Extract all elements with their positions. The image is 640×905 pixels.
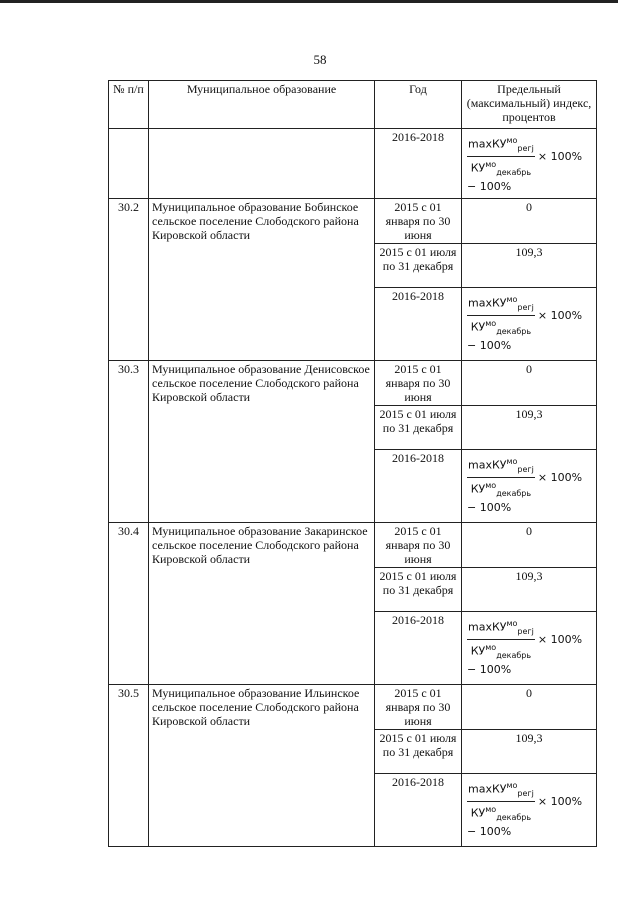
denominator-sup: мо: [485, 804, 497, 814]
formula-numerator: [467, 134, 535, 157]
table-row: [109, 199, 597, 244]
numerator-sub: регj: [517, 788, 534, 798]
header-municipality: Муниципальное образование: [149, 81, 375, 129]
denominator-sub: декабрь: [496, 167, 532, 177]
table-header-row: [109, 81, 597, 129]
table-row: [109, 361, 597, 406]
numerator-sub: регj: [517, 464, 534, 474]
formula-times: × 100%: [537, 632, 583, 646]
row-municipality: Муниципальное образование Денисовское сельское поселение Слободского района Кировской области: [149, 361, 375, 523]
period-year: 2015 с 01 января по 30 июня: [375, 523, 462, 568]
formula-numerator: [467, 617, 535, 640]
formula-fraction: [467, 455, 535, 500]
formula-denominator: [467, 316, 535, 338]
formula: [465, 130, 593, 193]
formula-denominator: [467, 478, 535, 500]
row-municipality: Муниципальное образование Закаринское сельское поселение Слободского района Кировской области: [149, 523, 375, 685]
denominator-sub: декабрь: [496, 488, 532, 498]
row-num: 30.3: [109, 361, 149, 523]
index-value: 0: [462, 199, 597, 244]
index-value: 109,3: [462, 568, 597, 612]
denominator-base: КУ: [470, 161, 486, 175]
formula-minus: − 100%: [467, 338, 512, 352]
formula: [465, 775, 593, 838]
index-value: 109,3: [462, 730, 597, 774]
numerator-sup: мо: [506, 619, 518, 628]
formula-fraction: [467, 617, 535, 662]
formula-denominator: [467, 640, 535, 662]
index-value: 109,3: [462, 244, 597, 288]
formula-numerator: [467, 455, 535, 478]
formula-numerator: [467, 293, 535, 316]
denominator-base: КУ: [470, 320, 486, 334]
denominator-base: КУ: [470, 482, 486, 496]
index-formula: [462, 288, 597, 361]
row-municipality: Муниципальное образование Ильинское сельское поселение Слободского района Кировской области: [149, 685, 375, 847]
denominator-base: КУ: [470, 644, 486, 658]
formula-denominator: [467, 157, 535, 179]
table-row: [109, 129, 597, 199]
period-year: 2016-2018: [375, 288, 462, 361]
formula-times: × 100%: [537, 794, 583, 808]
numerator-sub: регj: [517, 302, 534, 312]
formula-minus: − 100%: [467, 179, 512, 193]
index-formula: [462, 612, 597, 685]
index-formula: [462, 774, 597, 847]
row-municipality: [149, 129, 375, 199]
index-value: 0: [462, 523, 597, 568]
formula-denominator: [467, 802, 535, 824]
header-year: Год: [375, 81, 462, 129]
index-value: 0: [462, 361, 597, 406]
index-value: 109,3: [462, 406, 597, 450]
denominator-sup: мо: [485, 159, 497, 169]
period-year: 2015 с 01 июля по 31 декабря: [375, 406, 462, 450]
numerator-base: maxКУ: [468, 782, 507, 796]
table-row: [109, 685, 597, 730]
index-formula: [462, 129, 597, 199]
formula-fraction: [467, 134, 535, 179]
numerator-sub: регj: [517, 626, 534, 636]
numerator-base: maxКУ: [468, 296, 507, 310]
period-year: 2015 с 01 июля по 31 декабря: [375, 730, 462, 774]
formula-times: × 100%: [537, 470, 583, 484]
period-year: 2015 с 01 января по 30 июня: [375, 685, 462, 730]
formula: [465, 613, 593, 676]
denominator-base: КУ: [470, 806, 486, 820]
denominator-sup: мо: [485, 480, 497, 490]
period-year: 2016-2018: [375, 774, 462, 847]
index-formula: [462, 450, 597, 523]
row-num: [109, 129, 149, 199]
row-municipality: Муниципальное образование Бобинское сельское поселение Слободского района Кировской области: [149, 199, 375, 361]
table-row: [109, 523, 597, 568]
denominator-sub: декабрь: [496, 326, 532, 336]
formula-numerator: [467, 779, 535, 802]
numerator-base: maxКУ: [468, 620, 507, 634]
formula-minus: − 100%: [467, 824, 512, 838]
period-year: 2015 с 01 июля по 31 декабря: [375, 244, 462, 288]
denominator-sub: декабрь: [496, 650, 532, 660]
numerator-sup: мо: [506, 457, 518, 466]
row-num: 30.4: [109, 523, 149, 685]
formula-times: × 100%: [537, 149, 583, 163]
period-year: 2015 с 01 июля по 31 декабря: [375, 568, 462, 612]
formula: [465, 289, 593, 352]
header-index: Предельный (максимальный) индекс, процентов: [462, 81, 597, 129]
numerator-sup: мо: [506, 295, 518, 304]
denominator-sup: мо: [485, 318, 497, 328]
period-year: 2015 с 01 января по 30 июня: [375, 199, 462, 244]
formula-minus: − 100%: [467, 662, 512, 676]
row-num: 30.2: [109, 199, 149, 361]
numerator-sup: мо: [506, 136, 518, 145]
period-year: 2016-2018: [375, 612, 462, 685]
denominator-sup: мо: [485, 642, 497, 652]
row-year: 2016-2018: [375, 129, 462, 199]
page-number: 58: [313, 52, 327, 67]
formula-times: × 100%: [537, 308, 583, 322]
index-value: 0: [462, 685, 597, 730]
numerator-sub: регj: [517, 143, 534, 153]
period-year: 2015 с 01 января по 30 июня: [375, 361, 462, 406]
numerator-base: maxКУ: [468, 137, 507, 151]
row-num: 30.5: [109, 685, 149, 847]
period-year: 2016-2018: [375, 450, 462, 523]
formula: [465, 451, 593, 514]
top-rule: [0, 0, 618, 3]
formula-fraction: [467, 779, 535, 824]
denominator-sub: декабрь: [496, 812, 532, 822]
formula-fraction: [467, 293, 535, 338]
numerator-sup: мо: [506, 781, 518, 790]
header-num: № п/п: [109, 81, 149, 129]
tariff-index-table: [108, 80, 597, 847]
formula-minus: − 100%: [467, 500, 512, 514]
numerator-base: maxКУ: [468, 458, 507, 472]
